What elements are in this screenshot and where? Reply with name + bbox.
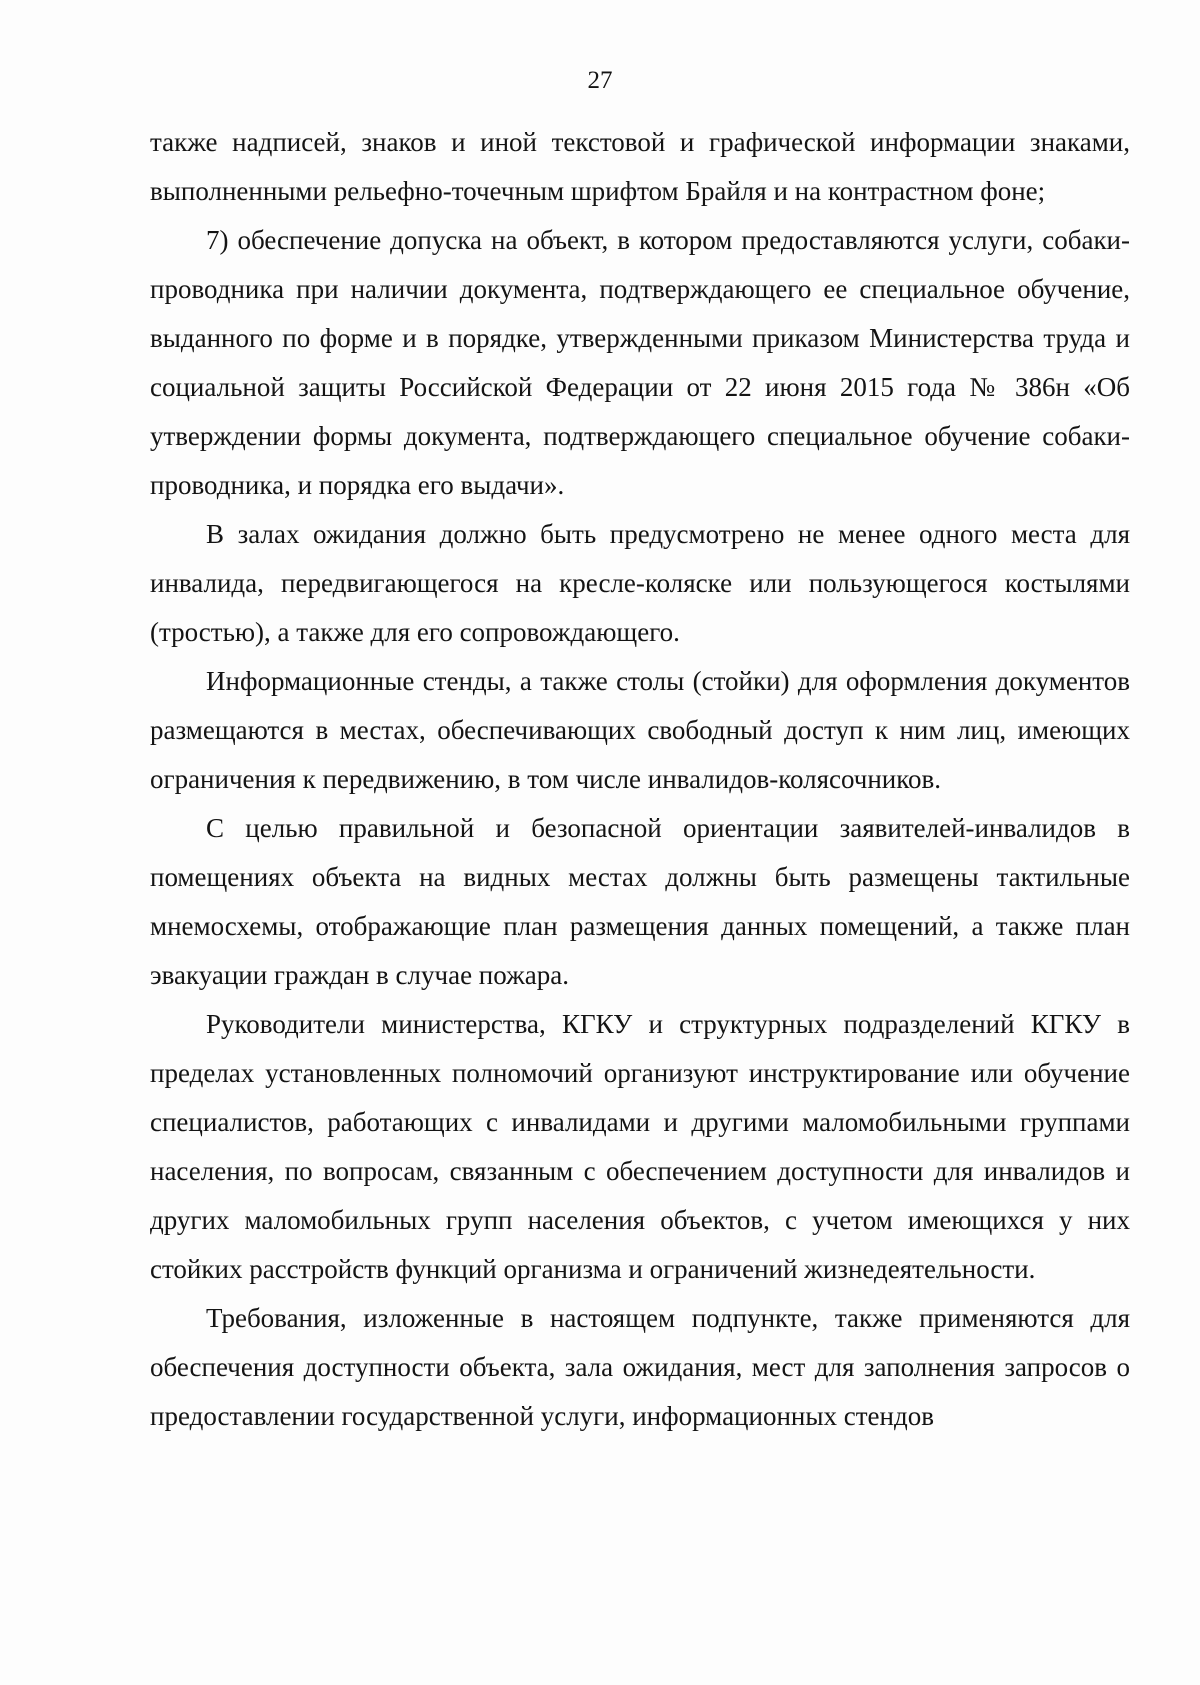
paragraph-requirements: Требования, изложенные в настоящем подпункте, также применяются для обеспечения доступности объекта, зала ожидания, мест для заполнения запросов о предоставлении государственной услуги, информационных стендов: [150, 1303, 1130, 1431]
page-number: 27: [587, 67, 613, 94]
paragraph-waiting-halls: В залах ожидания должно быть предусмотрено не менее одного места для инвалида, передвигающегося на кресле-коляске или пользующегося костылями (тростью), а также для его сопровождающего.: [150, 519, 1130, 647]
paragraph-item-7: 7) обеспечение допуска на объект, в котором предоставляются услуги, собаки-проводника при наличии документа, подтверждающего ее специальное обучение, выданного по форме и в порядке, утвержденными приказом Министерства труда и социальной защиты Российской Федерации от 22 июня 2015 года № 386н «Об утверждении формы документа, подтверждающего специальное обучение собаки-проводника, и порядка его выдачи».: [150, 225, 1130, 500]
body-text: [150, 118, 1130, 1441]
paragraph-continuation: также надписей, знаков и иной текстовой и графической информации знаками, выполненными рельефно-точечным шрифтом Брайля и на контрастном фоне;: [150, 127, 1130, 206]
paragraph-tactile-schemes: С целью правильной и безопасной ориентации заявителей-инвалидов в помещениях объекта на видных местах должны быть размещены тактильные мнемосхемы, отображающие план размещения данных помещений, а также план эвакуации граждан в случае пожара.: [150, 813, 1130, 990]
paragraph-staff-training: Руководители министерства, КГКУ и структурных подразделений КГКУ в пределах установленных полномочий организуют инструктирование или обучение специалистов, работающих с инвалидами и другими маломобильными группами населения, по вопросам, связанным с обеспечением доступности для инвалидов и других маломобильных групп населения объектов, с учетом имеющихся у них стойких расстройств функций организма и ограничений жизнедеятельности.: [150, 1009, 1130, 1284]
paragraph-info-stands: Информационные стенды, а также столы (стойки) для оформления документов размещаются в местах, обеспечивающих свободный доступ к ним лиц, имеющих ограничения к передвижению, в том числе инвалидов-колясочников.: [150, 666, 1130, 794]
